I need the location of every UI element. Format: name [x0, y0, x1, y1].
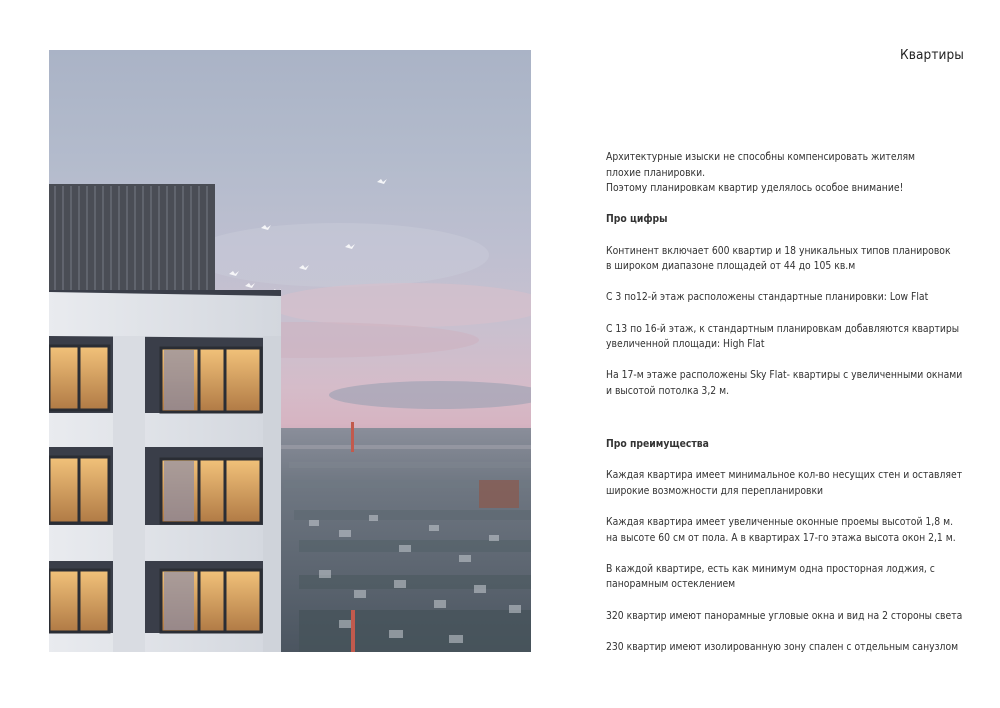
intro-line: Архитектурные изыски не способны компенсировать жителям — [606, 151, 916, 163]
figures-paragraph: Континент включает 600 квартир и 18 уникальных типов планировок — [606, 244, 951, 257]
figures-paragraph: в широком диапазоне площадей от 44 до 105 кв.м — [606, 260, 856, 273]
advantages-paragraph: В каждой квартире, есть как минимум одна просторная лоджия, с — [606, 562, 935, 575]
intro-line: Поэтому планировкам квартир уделялось особое внимание! — [606, 182, 904, 195]
advantages-paragraph: Каждая квартира имеет минимальное кол-во несущих стен и оставляет — [606, 469, 963, 482]
figures-paragraph: С 13 по 16-й этаж, к стандартным планировкам добавляются квартиры — [606, 322, 960, 335]
advantages-paragraph: на высоте 60 см от пола. А в квартирах 17-го этажа высота окон 2,1 м. — [606, 531, 956, 544]
page-title: Квартиры — [899, 47, 964, 63]
figures-paragraph: На 17-м этаже расположены Sky Flat- квартиры с увеличенными окнами — [606, 369, 963, 382]
figures-paragraph: и высотой потолка 3,2 м. — [606, 384, 730, 397]
figures-paragraph: увеличенной площади: High Flat — [606, 338, 765, 351]
figures-paragraph: С 3 по12-й этаж расположены стандартные планировки: Low Flat — [606, 291, 929, 304]
advantages-heading: Про преимущества — [606, 438, 709, 451]
intro-line: плохие планировки. — [606, 166, 706, 179]
advantages-paragraph: панорамным остеклением — [606, 578, 736, 591]
advantages-paragraph: 230 квартир имеют изолированную зону спален с отдельным санузлом — [606, 640, 959, 653]
advantages-paragraph: 320 квартир имеют панорамные угловые окна и вид на 2 стороны света — [606, 609, 963, 622]
building-render-image — [49, 50, 531, 652]
advantages-paragraph: Каждая квартира имеет увеличенные оконные проемы высотой 1,8 м. — [606, 516, 954, 529]
render-illustration — [49, 50, 531, 652]
advantages-paragraph: широкие возможности для перепланировки — [606, 484, 824, 497]
apartments-description — [606, 150, 976, 655]
figures-heading: Про цифры — [606, 213, 668, 226]
